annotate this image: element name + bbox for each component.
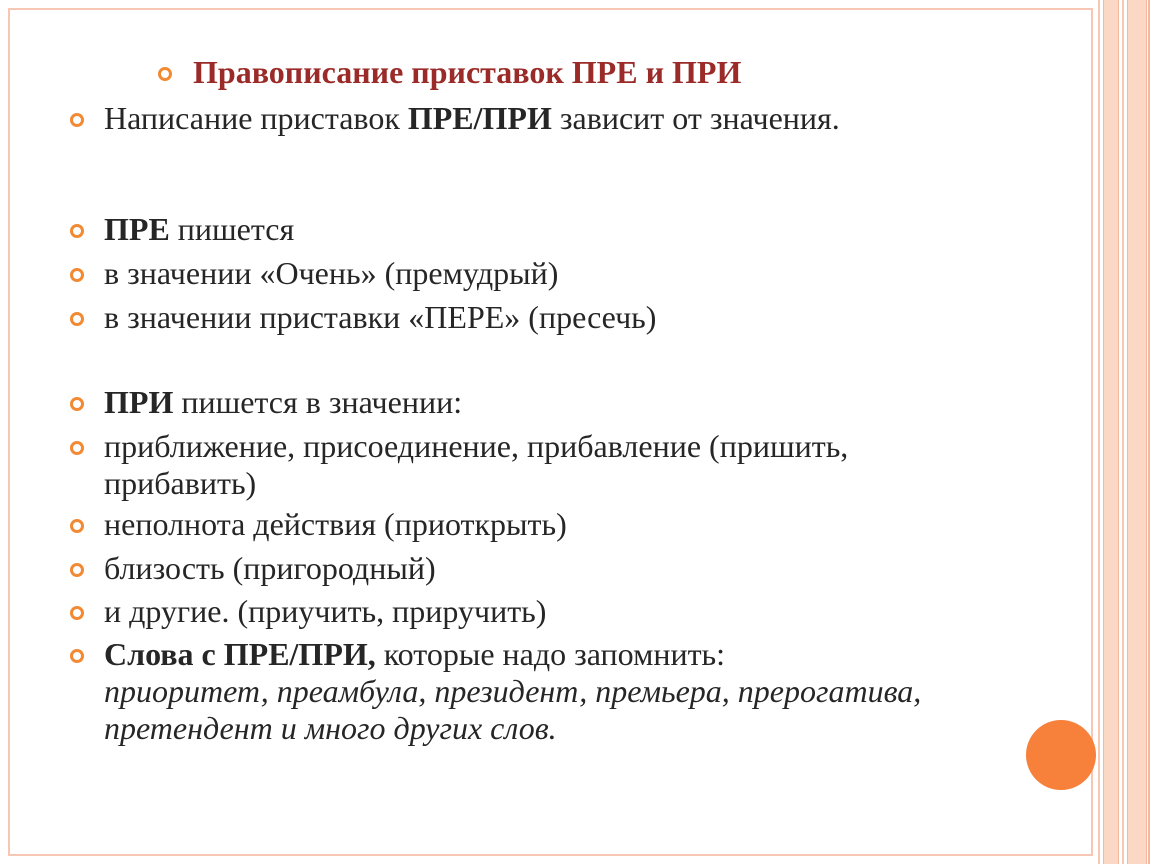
bullet-icon <box>70 312 84 326</box>
bullet-icon <box>158 67 172 81</box>
list-item <box>70 506 930 543</box>
bullet-icon <box>70 649 84 663</box>
list-item <box>70 211 930 248</box>
bullet-icon <box>70 441 84 455</box>
list-item <box>70 636 930 747</box>
decor-circle <box>1026 720 1096 790</box>
bullet-icon <box>70 606 84 620</box>
list-item <box>70 100 930 137</box>
bullet-icon <box>70 224 84 238</box>
list-item-text: и другие. (приучить, приручить) <box>104 593 547 629</box>
list-item-text: близость (пригородный) <box>104 550 436 586</box>
list-item-text: в значении «Очень» (премудрый) <box>104 255 559 291</box>
list-item-text: неполнота действия (приоткрыть) <box>104 506 567 542</box>
slide-title: Правописание приставок ПРЕ и ПРИ <box>193 54 742 90</box>
list-item <box>70 428 930 502</box>
decor-stripe <box>1098 0 1100 864</box>
bullet-icon <box>70 519 84 533</box>
decor-stripe <box>1103 0 1119 864</box>
decor-stripe <box>1127 0 1147 864</box>
bullet-icon <box>70 268 84 282</box>
list-item <box>70 255 930 292</box>
list-item-text: ПРИ пишется в значении: <box>104 384 463 420</box>
list-item-text: Слова с ПРЕ/ПРИ, которые надо запомнить: приоритет, преамбула, президент, премьера, прерогатива, претендент и много других слов. <box>104 636 922 746</box>
list-item-text: ПРЕ пишется <box>104 211 295 247</box>
list-item <box>70 550 930 587</box>
remember-words: приоритет, преамбула, президент, премьера, прерогатива, претендент и много других слов. <box>104 673 922 746</box>
bullet-icon <box>70 397 84 411</box>
list-item-text: приближение, присоединение, прибавление (пришить, прибавить) <box>104 428 849 501</box>
list-item-text: Написание приставок ПРЕ/ПРИ зависит от значения. <box>104 100 840 136</box>
list-item <box>70 593 930 630</box>
list-item <box>70 384 930 421</box>
bullet-icon <box>70 113 84 127</box>
list-item-text: в значении приставки «ПЕРЕ» (пресечь) <box>104 299 657 335</box>
list-item <box>70 299 930 336</box>
bullet-icon <box>70 563 84 577</box>
decor-stripe <box>1122 0 1124 864</box>
